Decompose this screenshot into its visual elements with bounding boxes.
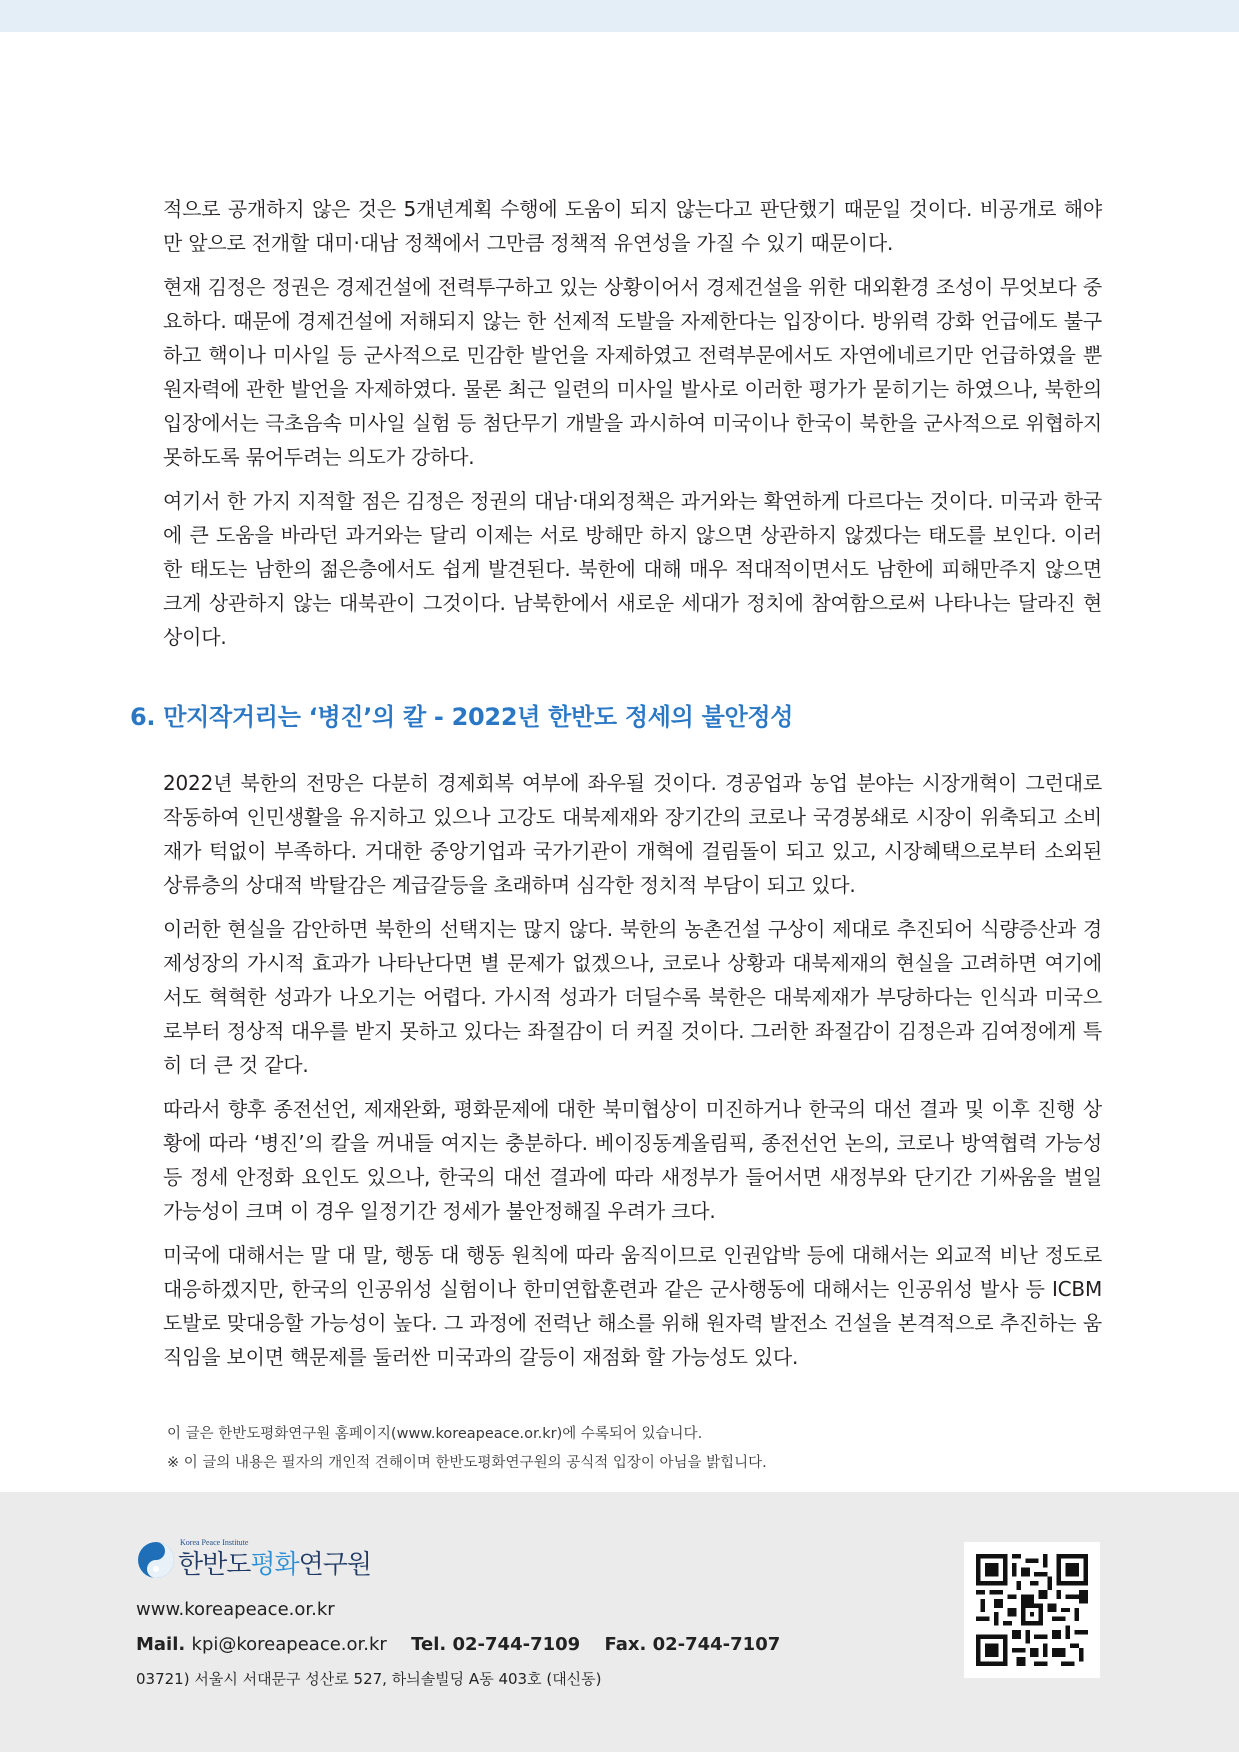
- tel-value: 02-744-7109: [452, 1634, 581, 1655]
- mail-link[interactable]: kpi@koreapeace.or.kr: [191, 1634, 387, 1655]
- qr-code-icon: [976, 1554, 1088, 1666]
- website-link[interactable]: www.koreapeace.or.kr: [136, 1599, 335, 1620]
- fax-value: 02-744-7107: [652, 1634, 781, 1655]
- fax-label: Fax.: [604, 1634, 647, 1655]
- paragraph: 여기서 한 가지 지적할 점은 김정은 정권의 대남·대외정책은 과거와는 확연하게 다르다는 것이다. 미국과 한국에 큰 도움을 바라던 과거와는 달리 이제는 서로 방해만 하지 않으면 상관하지 않겠다는 태도를 보인다. 이러한 태도는 남한의 젊은층에서도 쉽게 발견된다. 북한에 대해 매우 적대적이면서도 남한에 피해만주지 않으면 크게 상관하지 않는 대북관이 그것이다. 남북한에서 새로운 세대가 정치에 참여함으로써 나타나는 달라진 현상이다.: [163, 489, 1102, 649]
- contact-line: [136, 1634, 780, 1655]
- paragraph: 현재 김정은 정권은 경제건설에 전력투구하고 있는 상황이어서 경제건설을 위한 대외환경 조성이 무엇보다 중요하다. 때문에 경제건설에 저해되지 않는 한 선제적 도발을 자제한다는 입장이다. 방위력 강화 언급에도 불구하고 핵이나 미사일 등 군사적으로 민감한 발언을 자제하였고 전력부문에서도 자연에네르기만 언급하였을 뿐 원자력에 관한 발언을 자제하였다. 물론 최근 일련의 미사일 발사로 이러한 평가가 묻히기는 하였으나, 북한의 입장에서는 극초음속 미사일 실험 등 첨단무기 개발을 과시하여 미국이나 한국이 북한을 군사적으로 위협하지 못하도록 묶어두려는 의도가 강하다.: [163, 275, 1102, 469]
- disclaimer-note: ※ 이 글의 내용은 필자의 개인적 견해이며 한반도평화연구원의 공식적 입장이 아님을 밝힙니다.: [167, 1455, 767, 1471]
- logo-english-name: Korea Peace Institute: [180, 1538, 249, 1547]
- logo-swirl-icon: [136, 1540, 176, 1580]
- qr-code[interactable]: [964, 1542, 1100, 1678]
- logo-korean-name: 한반도평화연구원: [178, 1550, 371, 1580]
- address: 03721) 서울시 서대문구 성산로 527, 하늬솔빌딩 A동 403호 (대신동): [136, 1670, 602, 1688]
- paragraph: 따라서 향후 종전선언, 제재완화, 평화문제에 대한 북미협상이 미진하거나 한국의 대선 결과 및 이후 진행 상황에 따라 ‘병진’의 칼을 꺼내들 여지는 충분하다. 베이징동계올림픽, 종전선언 논의, 코로나 방역협력 가능성 등 정세 안정화 요인도 있으나, 한국의 대선 결과에 따라 새정부가 들어서면 새정부와 단기간 기싸움을 벌일 가능성이 크며 이 경우 일정기간 정세가 불안정해질 우려가 크다.: [163, 1097, 1102, 1223]
- section-title: 6. 만지작거리는 ‘병진’의 칼 - 2022년 한반도 정세의 불안정성: [130, 703, 794, 731]
- source-note: 이 글은 한반도평화연구원 홈페이지(www.koreapeace.or.kr)에 수록되어 있습니다.: [167, 1426, 703, 1442]
- paragraph: 미국에 대해서는 말 대 말, 행동 대 행동 원칙에 따라 움직이므로 인권압박 등에 대해서는 외교적 비난 정도로 대응하겠지만, 한국의 인공위성 실험이나 한미연합훈련과 같은 군사행동에 대해서는 인공위성 발사 등 ICBM 도발로 맞대응할 가능성이 높다. 그 과정에 전력난 해소를 위해 원자력 발전소 건설을 본격적으로 추진하는 움직임을 보이면 핵문제를 둘러싼 미국과의 갈등이 재점화 할 가능성도 있다.: [163, 1243, 1102, 1369]
- top-band: [0, 0, 1239, 32]
- footer: [0, 1492, 1239, 1752]
- mail-label: Mail.: [136, 1634, 186, 1655]
- institute-logo[interactable]: [136, 1536, 376, 1586]
- body-section-2: [163, 766, 1102, 1384]
- footnotes: [167, 1420, 1067, 1478]
- body-section-1: [163, 192, 1102, 664]
- paragraph: 2022년 북한의 전망은 다분히 경제회복 여부에 좌우될 것이다. 경공업과 농업 분야는 시장개혁이 그런대로 작동하여 인민생활을 유지하고 있으나 고강도 대북제재와 장기간의 코로나 국경봉쇄로 시장이 위축되고 소비재가 턱없이 부족하다. 거대한 중앙기업과 국가기관이 개혁에 걸림돌이 되고 있고, 시장혜택으로부터 소외된 상류층의 상대적 박탈감은 계급갈등을 초래하며 심각한 정치적 부담이 되고 있다.: [163, 771, 1102, 897]
- paragraph: 적으로 공개하지 않은 것은 5개년계획 수행에 도움이 되지 않는다고 판단했기 때문일 것이다. 비공개로 해야만 앞으로 전개할 대미·대남 정책에서 그만큼 정책적 유연성을 가질 수 있기 때문이다.: [163, 197, 1102, 255]
- paragraph: 이러한 현실을 감안하면 북한의 선택지는 많지 않다. 북한의 농촌건설 구상이 제대로 추진되어 식량증산과 경제성장의 가시적 효과가 나타난다면 별 문제가 없겠으나, 코로나 상황과 대북제재의 현실을 고려하면 여기에서도 혁혁한 성과가 나오기는 어렵다. 가시적 성과가 더딜수록 북한은 대북제재가 부당하다는 인식과 미국으로부터 정상적 대우를 받지 못하고 있다는 좌절감이 더 커질 것이다. 그러한 좌절감이 김정은과 김여정에게 특히 더 큰 것 같다.: [163, 917, 1102, 1077]
- tel-label: Tel.: [411, 1634, 447, 1655]
